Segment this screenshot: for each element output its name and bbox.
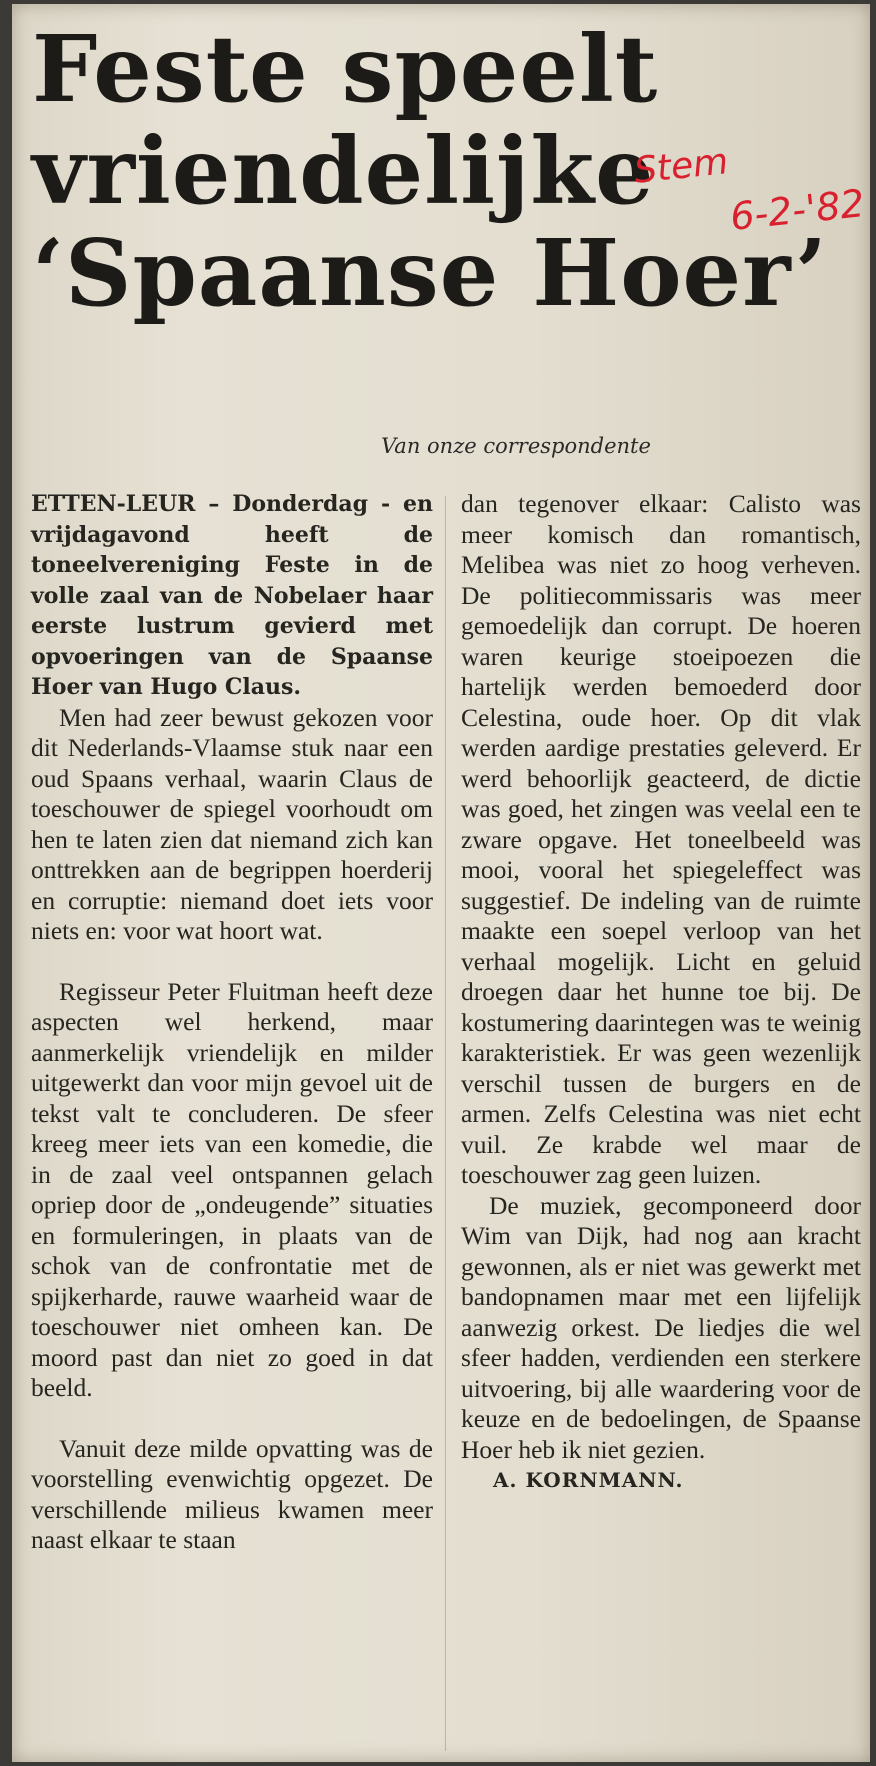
article-lead: ETTEN-LEUR – Donderdag - en vrijdagavond heeft de toneelvereniging Feste in de volle zaal van de Nobelaer haar eerste lustrum gevierd met opvoeringen van de Spaanse Hoer van Hugo Claus. (31, 491, 433, 700)
headline-line-2: vriendelijke (32, 117, 655, 225)
article-paragraph-3-continued: dan tegenover elkaar: Calisto was meer komisch dan romantisch, Melibea was niet zo hoog verheven. De politiecommissaris was meer gemoedelijk dan corrupt. De hoeren waren keurige stoeipoezen die hartelijk werden bemoederd door Celestina, oude hoer. Op dit vlak werden aardige prestaties geleverd. Er werd behoorlijk geacteerd, de dictie was goed, het zingen was veelal een te zware opgave. Het toneelbeeld was mooi, vooral het spiegeleffect was suggestief. De indeling van de ruimte maakte een soepel verloop van het verhaal mogelijk. Licht en geluid droegen daar het hunne toe bij. De kostumering daarintegen was te weinig karakteristiek. Er was geen wezenlijk verschil tussen de burgers en de armen. Zelfs Celestina was niet echt vuil. Ze krabde wel maar de toeschouwer zag geen luizen. (461, 489, 861, 1189)
byline: Van onze correspondente (381, 434, 651, 458)
handwritten-date-note: 6-2-'82 (728, 181, 867, 239)
headline-line-3: ‘Spaanse Hoer’ (32, 219, 828, 327)
article-column-left (31, 489, 433, 1556)
newspaper-clipping (12, 4, 870, 1762)
article-paragraph-4: De muziek, gecomponeerd door Wim van Dijk, had nog aan kracht gewonnen, als er niet was gewerkt met bandopnamen maar met een lijfelijk aanwezig orkest. De liedjes die wel sfeer hadden, verdienden een sterkere uitvoering, bij alle waardering voor de keuze en de bedoelingen, de Spaanse Hoer heb ik niet gezien. (461, 1190, 861, 1464)
column-divider (445, 496, 446, 1751)
article-paragraph-3: Vanuit deze milde opvatting was de voorstelling evenwichtig opgezet. De verschillende milieus kwamen meer naast elkaar te staan (31, 1433, 433, 1554)
handwritten-source-note: Stem (632, 141, 731, 192)
article-paragraph-2: Regisseur Peter Fluitman heeft deze aspecten wel herkend, maar aanmerkelijk vriendelijk en milder uitgewerkt dan voor mijn gevoel uit de tekst valt te concluderen. De sfeer kreeg meer iets van een komedie, die in de zaal veel ontspannen gelach opriep door de „ondeugende” situaties en formuleringen, in plaats van de schok van de confrontatie met de spijkerharde, rauwe waarheid waar de toeschouwer niet omheen kan. De moord past dan niet zo goed in dat beeld. (31, 976, 433, 1402)
article-column-right (461, 489, 861, 1496)
article-paragraph-1: Men had zeer bewust gekozen voor dit Nederlands-Vlaamse stuk naar een oud Spaans verhaal, waarin Claus de toeschouwer de spiegel voorhoudt om hen te laten zien dat niemand zich kan onttrekken aan de begrippen hoerderij en corruptie: niemand doet iets voor niets en: voor wat hoort wat. (31, 702, 433, 945)
headline-line-1: Feste speelt (32, 15, 659, 123)
author-signature: A. KORNMANN. (493, 1468, 684, 1492)
